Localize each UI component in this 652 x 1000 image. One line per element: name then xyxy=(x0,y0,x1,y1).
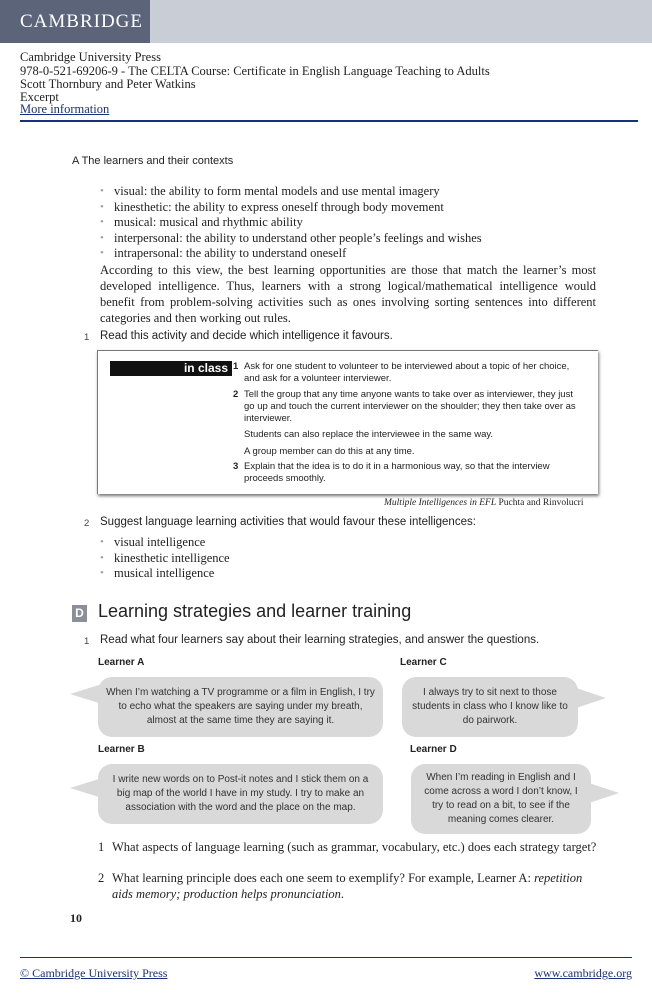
list-item: • visual: the ability to form mental models and use mental imagery xyxy=(100,184,482,200)
question-text: Read what four learners say about their learning strategies, and answer the questions. xyxy=(100,634,540,646)
discussion-question: 1 What aspects of language learning (such as grammar, vocabulary, etc.) does each strategy target? xyxy=(98,840,597,854)
in-class-label: in class xyxy=(110,361,232,376)
question-text: Read this activity and decide which intelligence it favours. xyxy=(100,330,393,342)
question-text: Suggest language learning activities that would favour these intelligences: xyxy=(100,516,476,528)
activity-note: A group member can do this at any time. xyxy=(244,446,415,457)
footer-divider xyxy=(20,957,632,958)
header-divider xyxy=(20,120,638,122)
section-d-title: Learning strategies and learner training xyxy=(98,601,412,621)
activity-step: 1 Ask for one student to volunteer to be interviewed about a topic of her choice, and ask for a volunteer interviewer. xyxy=(233,361,570,384)
learner-c-speech-bubble: I always try to sit next to those students in class who I know like to do pairwork. xyxy=(402,677,578,737)
activity-step: 3 Explain that the idea is to do it in a harmonious way, so that the interview proceeds smoothly. xyxy=(233,461,550,484)
activity-note: Students can also replace the interviewee in the same way. xyxy=(244,429,494,440)
in-class-activity-box xyxy=(97,350,598,494)
list-item: • musical: musical and rhythmic ability xyxy=(100,215,482,231)
cambridge-logo[interactable]: CAMBRIDGE xyxy=(20,11,144,32)
paragraph: According to this view, the best learning opportunities are those that match the learner’s most developed intelligence. Thus, learners with a strong logical/mathematical intelligence would benefit from problem-solving activities such as ones involving sorting sentences into different categories and then working out rules. xyxy=(100,263,596,325)
learner-a-label: Learner A xyxy=(98,657,145,668)
question-number: 1 xyxy=(84,332,90,343)
learner-d-label: Learner D xyxy=(410,744,457,755)
excerpt-label: Excerpt xyxy=(20,90,59,104)
section-d-badge: D xyxy=(72,605,87,622)
page-number: 10 xyxy=(70,911,82,925)
learner-b-speech-bubble: I write new words on to Post-it notes and I stick them on a big map of the world I have in my study. I try to make an association with the word and the place on the map. xyxy=(98,764,383,824)
list-item: • kinesthetic: the ability to express oneself through body movement xyxy=(100,200,482,216)
publisher: Cambridge University Press xyxy=(20,50,161,64)
list-item: • intrapersonal: the ability to understand oneself xyxy=(100,246,482,262)
isbn-title: 978-0-521-69206-9 - The CELTA Course: Certificate in English Language Teaching to Adults xyxy=(20,64,490,78)
list-item: • musical intelligence xyxy=(100,566,230,582)
speech-tail xyxy=(589,783,619,803)
learner-d-speech-bubble: When I’m reading in English and I come across a word I don’t know, I try to read on a bit, to see if the meaning comes clearer. xyxy=(411,764,591,834)
copyright-link[interactable]: © Cambridge University Press xyxy=(20,966,168,980)
more-information-link[interactable]: More information xyxy=(20,102,110,116)
logo-box xyxy=(0,0,150,43)
list-item: • interpersonal: the ability to understand other people’s feelings and wishes xyxy=(100,231,482,247)
website-link[interactable]: www.cambridge.org xyxy=(534,966,632,980)
list-item: • visual intelligence xyxy=(100,535,230,551)
activity-step: 2 Tell the group that any time anyone wants to take over as interviewer, they just go up and touch the current interviewer on the shoulder; they then take over as interviewer. xyxy=(233,389,576,424)
learner-b-label: Learner B xyxy=(98,744,145,755)
question-number: 1 xyxy=(84,636,90,647)
intelligence-list xyxy=(100,184,482,262)
section-a-heading: A The learners and their contexts xyxy=(72,155,234,167)
source-citation: Multiple Intelligences in EFL Puchta and Rinvolucri xyxy=(384,498,584,508)
authors: Scott Thornbury and Peter Watkins xyxy=(20,77,196,91)
discussion-question: 2 What learning principle does each one seem to exemplify? For example, Learner A: repetition aids memory; production helps pronunciation. xyxy=(98,871,583,901)
question-number: 2 xyxy=(84,518,90,529)
speech-tail xyxy=(576,688,606,708)
list-item: • kinesthetic intelligence xyxy=(100,551,230,567)
learner-c-label: Learner C xyxy=(400,657,447,668)
learner-a-speech-bubble: When I’m watching a TV programme or a film in English, I try to echo what the speakers are saying under my breath, almost at the same time they are saying it. xyxy=(98,677,383,737)
intelligence-activities-list xyxy=(100,535,230,582)
